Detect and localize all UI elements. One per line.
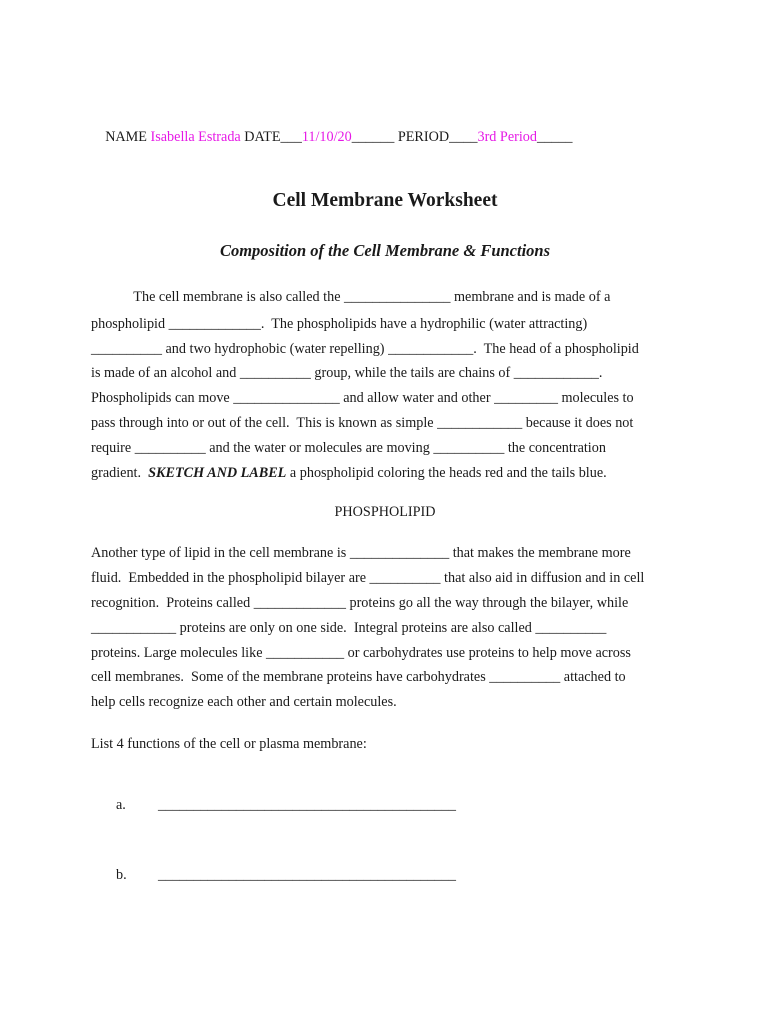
paragraph-line: recognition. Proteins called _____________ proteins go all the way through the bilayer, while [91,595,629,611]
period-underline-post: _____ [536,129,573,145]
list-item-label: a. [116,797,126,813]
paragraph-line: __________ and two hydrophobic (water repelling) ____________. The head of a phospholipid [91,341,639,357]
header-line [91,110,572,164]
answer-blank: __________________________________________ [158,867,456,883]
student-name: Isabella Estrada [150,129,241,145]
paragraph-line: Phospholipids can move _______________ and allow water and other _________ molecules to [91,390,634,406]
paragraph-line: help cells recognize each other and certain molecules. [91,694,397,710]
period-label: PERIOD [394,129,450,145]
text-run: a phospholipid coloring the heads red and the tails blue. [286,465,607,481]
answer-blank: __________________________________________ [158,797,456,813]
phospholipid-label: PHOSPHOLIPID [334,504,436,520]
paragraph-line: is made of an alcohol and __________ group, while the tails are chains of ____________. [91,365,603,381]
paragraph-line: require __________ and the water or molecules are moving __________ the concentration [91,440,606,456]
period-underline-pre: ____ [449,129,478,145]
name-label: NAME [105,129,151,145]
paragraph-line: The cell membrane is also called the _______________ membrane and is made of a [91,289,611,305]
date-underline-post: ______ [351,129,395,145]
paragraph-line: fluid. Embedded in the phospholipid bilayer are __________ that also aid in diffusion and in cell [91,570,645,586]
date-value: 11/10/20 [301,129,352,145]
list-prompt: List 4 functions of the cell or plasma membrane: [91,736,367,752]
worksheet-subtitle: Composition of the Cell Membrane & Functions [219,241,551,260]
paragraph-line: proteins. Large molecules like ___________ or carbohydrates use proteins to help move across [91,645,631,661]
worksheet-title: Cell Membrane Worksheet [272,190,498,211]
paragraph-line: pass through into or out of the cell. This is known as simple ____________ because it does not [91,415,634,431]
paragraph-line: ____________ proteins are only on one side. Integral proteins are also called __________ [91,620,607,636]
paragraph-line [91,464,607,482]
text-run: gradient. [91,465,149,481]
sketch-instruction: SKETCH AND LABEL [148,465,287,481]
paragraph-line: cell membranes. Some of the membrane proteins have carbohydrates __________ attached to [91,669,626,685]
period-value: 3rd Period [477,129,537,145]
paragraph-line: phospholipid _____________. The phospholipids have a hydrophilic (water attracting) [91,316,588,332]
date-underline-pre: ___ [280,129,302,145]
date-label: DATE [240,129,281,145]
list-item-label: b. [116,867,127,883]
paragraph-line: Another type of lipid in the cell membrane is ______________ that makes the membrane more [91,545,631,561]
